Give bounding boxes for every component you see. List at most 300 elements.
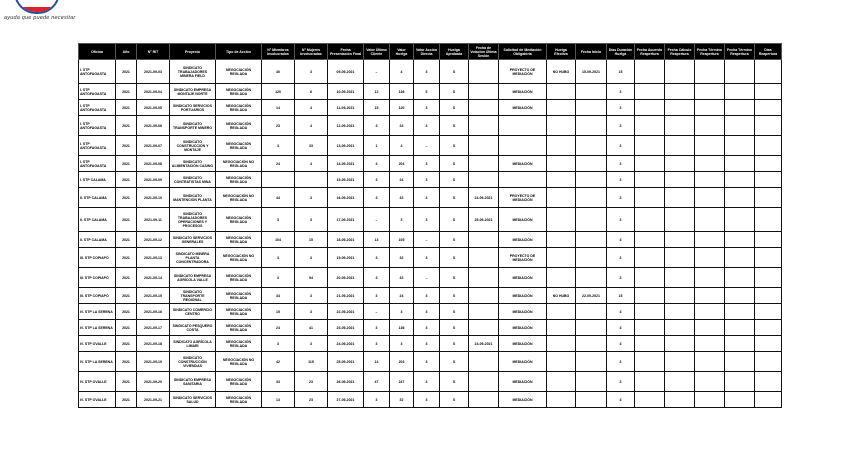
table-cell: NEGOCIACIÓN REGLADA	[216, 116, 262, 136]
table-cell: 34	[262, 288, 295, 304]
table-cell: 18-09-2021	[328, 232, 364, 248]
table-cell: 23	[295, 372, 328, 392]
table-cell: NEGOCIACIÓN NO REGLADA	[216, 156, 262, 172]
table-cell	[635, 352, 665, 372]
table-cell: 33	[295, 136, 328, 156]
table-cell: 32	[390, 392, 414, 408]
table-cell: 2021	[116, 172, 137, 188]
table-cell: 3	[607, 116, 635, 136]
table-cell: 2021	[116, 372, 137, 392]
table-cell	[755, 352, 782, 372]
table-cell: 3	[607, 392, 635, 408]
table-cell: S	[440, 156, 469, 172]
table-cell	[576, 136, 607, 156]
column-header: Solicitud de Mediación Obligatoria	[499, 44, 547, 60]
table-cell: 44	[262, 188, 295, 208]
table-cell	[635, 60, 665, 84]
table-cell: 2021	[116, 84, 137, 100]
table-cell: NEGOCIACIÓN REGLADA	[216, 372, 262, 392]
table-cell: 24	[262, 320, 295, 336]
table-cell: 15	[364, 100, 390, 116]
table-cell: 3	[262, 268, 295, 288]
table-cell: 3	[607, 268, 635, 288]
table-cell	[695, 208, 725, 232]
table-cell	[547, 84, 576, 100]
table-cell: 2021-09-07	[137, 136, 170, 156]
table-cell: NEGOCIACIÓN REGLADA	[216, 100, 262, 116]
table-cell: 14-09-2021	[328, 156, 364, 172]
table-cell	[755, 188, 782, 208]
table-cell	[547, 136, 576, 156]
table-cell: MEDIACIÓN	[499, 392, 547, 408]
table-cell	[725, 188, 755, 208]
table-cell	[547, 336, 576, 352]
table-cell	[576, 248, 607, 268]
table-row	[79, 232, 782, 248]
table-cell: 2021-09-20	[137, 372, 170, 392]
table-cell: S	[440, 352, 469, 372]
table-cell	[755, 116, 782, 136]
table-cell	[547, 208, 576, 232]
table-cell	[755, 304, 782, 320]
table-cell: MEDIACIÓN	[499, 156, 547, 172]
table-cell	[469, 100, 499, 116]
table-cell: 3	[607, 100, 635, 116]
table-cell: MEDIACIÓN	[499, 320, 547, 336]
table-cell: PROYECTO DE MEDIACIÓN	[499, 248, 547, 268]
table-cell: 23-09-2021	[328, 320, 364, 336]
table-cell: 2021	[116, 392, 137, 408]
table-cell	[547, 304, 576, 320]
table-cell: 2021-09-12	[137, 232, 170, 248]
table-cell: 4	[390, 136, 414, 156]
table-cell: 3	[607, 156, 635, 172]
table-row	[79, 116, 782, 136]
table-cell	[725, 320, 755, 336]
column-header: Huelga Aprobada	[440, 44, 469, 60]
table-cell: –	[414, 136, 440, 156]
table-cell	[547, 352, 576, 372]
table-cell	[695, 60, 725, 84]
table-row	[79, 248, 782, 268]
table-cell: 1	[364, 136, 390, 156]
table-cell	[576, 372, 607, 392]
table-cell	[576, 100, 607, 116]
table-cell: I. STP ANTOFAGASTA	[79, 156, 116, 172]
table-cell	[665, 116, 695, 136]
table-cell	[725, 100, 755, 116]
table-cell	[725, 60, 755, 84]
table-cell: 24	[390, 116, 414, 136]
table-cell: 24	[390, 288, 414, 304]
table-cell: 22-09-2021	[576, 288, 607, 304]
column-header: Valor Último Cliente	[364, 44, 390, 60]
logo-emblem	[14, 0, 60, 14]
table-cell: IV. STP OVALLE	[79, 372, 116, 392]
table-cell	[755, 208, 782, 232]
table-cell: 3	[414, 288, 440, 304]
table-cell	[665, 232, 695, 248]
table-cell	[725, 84, 755, 100]
table-cell: S	[440, 100, 469, 116]
table-cell	[665, 352, 695, 372]
table-cell: III. STP COPIAPÓ	[79, 248, 116, 268]
table-cell: 2021	[116, 248, 137, 268]
table-cell: 25-09-2021	[328, 352, 364, 372]
table-cell: IV. STP LA SERENA	[79, 304, 116, 320]
table-row	[79, 392, 782, 408]
table-cell	[635, 288, 665, 304]
table-row	[79, 372, 782, 392]
table-cell: 20-09-2021	[328, 268, 364, 288]
table-cell: 3	[607, 188, 635, 208]
table-cell	[635, 304, 665, 320]
table-cell: PROYECTO DE MEDIACIÓN	[499, 188, 547, 208]
table-cell: SINDICATO TRANSPORTE REGIONAL	[170, 288, 216, 304]
table-cell: 3	[262, 208, 295, 232]
table-cell: 2021-09-05	[137, 100, 170, 116]
table-cell: 15-09-2021	[328, 172, 364, 188]
table-cell	[499, 136, 547, 156]
table-cell	[695, 336, 725, 352]
table-row	[79, 336, 782, 352]
table-cell	[469, 60, 499, 84]
table-cell: 3	[364, 268, 390, 288]
table-cell	[755, 392, 782, 408]
table-cell: MEDIACIÓN	[499, 304, 547, 320]
table-cell: 2021	[116, 100, 137, 116]
table-cell: 3	[414, 248, 440, 268]
table-cell	[547, 100, 576, 116]
table-cell: 3	[295, 208, 328, 232]
table-cell: 3	[364, 248, 390, 268]
table-cell	[665, 304, 695, 320]
table-cell	[469, 232, 499, 248]
table-row	[79, 320, 782, 336]
table-cell: 115	[295, 352, 328, 372]
table-cell: 3	[390, 336, 414, 352]
table-cell: 3	[262, 136, 295, 156]
table-cell: 41	[295, 320, 328, 336]
table-cell: 3	[364, 392, 390, 408]
table-row	[79, 156, 782, 172]
table-cell: 2021-09-15	[137, 288, 170, 304]
table-cell: II. STP CALAMA	[79, 208, 116, 232]
table-cell: 14	[262, 100, 295, 116]
table-cell	[469, 288, 499, 304]
table-cell	[725, 172, 755, 188]
table-cell	[295, 172, 328, 188]
table-cell: MEDIACIÓN	[499, 288, 547, 304]
table-cell: NEGOCIACIÓN REGLADA	[216, 136, 262, 156]
table-cell	[695, 156, 725, 172]
table-cell	[755, 248, 782, 268]
table-cell: S	[440, 60, 469, 84]
table-cell: 2021	[116, 288, 137, 304]
table-cell: 3	[414, 208, 440, 232]
column-header: N° RIT	[137, 44, 170, 60]
column-header: Año	[116, 44, 137, 60]
table-cell: 3	[414, 372, 440, 392]
table-cell	[665, 336, 695, 352]
table-cell: 47	[364, 372, 390, 392]
table-cell: 3	[414, 304, 440, 320]
table-cell: 2021-09-11	[137, 208, 170, 232]
table-row	[79, 208, 782, 232]
table-row	[79, 288, 782, 304]
column-header: Fecha Inicio	[576, 44, 607, 60]
table-cell	[576, 320, 607, 336]
table-cell: NEGOCIACIÓN NO REGLADA	[216, 188, 262, 208]
table-cell: SINDICATO EMPRESA AGRÍCOLA VALLE	[170, 268, 216, 288]
table-cell	[755, 156, 782, 172]
table-cell	[635, 336, 665, 352]
table-cell: 3	[364, 288, 390, 304]
table-cell: 2021-09-14	[137, 268, 170, 288]
table-cell	[469, 84, 499, 100]
table-cell: I. STP CALAMA	[79, 172, 116, 188]
table-cell: SINDICATO CONSTRUCCIÓN Y MONTAJE	[170, 136, 216, 156]
table-cell: II. STP CALAMA	[79, 232, 116, 248]
table-cell	[755, 320, 782, 336]
table-cell: 3	[414, 352, 440, 372]
table-cell	[635, 320, 665, 336]
table-cell	[469, 320, 499, 336]
table-cell: 2021-09-18	[137, 336, 170, 352]
table-cell: IV. STP OVALLE	[79, 392, 116, 408]
table-cell	[695, 172, 725, 188]
table-cell	[469, 372, 499, 392]
table-cell	[725, 136, 755, 156]
table-cell: S	[440, 320, 469, 336]
table-cell	[665, 320, 695, 336]
table-cell: 32	[390, 188, 414, 208]
table-cell: 105	[390, 232, 414, 248]
table-cell	[262, 172, 295, 188]
table-row	[79, 304, 782, 320]
data-table	[78, 43, 782, 408]
table-cell: 3	[295, 60, 328, 84]
table-cell: –	[364, 208, 390, 232]
table-cell	[576, 268, 607, 288]
table-body	[79, 60, 782, 408]
table-cell	[547, 392, 576, 408]
table-cell: 4	[364, 156, 390, 172]
table-cell	[469, 172, 499, 188]
table-cell: NEGOCIACIÓN REGLADA	[216, 84, 262, 100]
table-cell: NO HUBO	[547, 60, 576, 84]
table-cell: S	[440, 136, 469, 156]
table-cell: SINDICATO COMERCIO CENTRO	[170, 304, 216, 320]
table-cell	[547, 156, 576, 172]
table-cell: SINDICATO EMPRESA SANITARIA	[170, 372, 216, 392]
table-cell: I. STP ANTOFAGASTA	[79, 136, 116, 156]
table-cell	[725, 304, 755, 320]
table-cell	[695, 392, 725, 408]
table-cell: 2021-09-16	[137, 304, 170, 320]
table-cell: S	[440, 336, 469, 352]
table-cell: NEGOCIACIÓN REGLADA	[216, 208, 262, 232]
table-cell	[695, 288, 725, 304]
table-cell: 3	[414, 336, 440, 352]
table-cell: SINDICATO SERVICIOS GENERALES	[170, 232, 216, 248]
table-cell: –	[414, 232, 440, 248]
table-cell	[635, 172, 665, 188]
table-cell: 32	[390, 248, 414, 268]
table-cell	[665, 136, 695, 156]
tagline: ayuda que puede necesitar	[4, 15, 76, 21]
table-cell: NEGOCIACIÓN REGLADA	[216, 320, 262, 336]
table-cell: S	[440, 116, 469, 136]
table-cell: S	[440, 208, 469, 232]
table-cell	[547, 268, 576, 288]
table-cell: 13	[262, 392, 295, 408]
table-cell	[635, 248, 665, 268]
table-cell: 3	[414, 188, 440, 208]
table-cell: NEGOCIACIÓN REGLADA	[216, 60, 262, 84]
table-cell	[695, 136, 725, 156]
table-cell	[725, 208, 755, 232]
table-cell	[547, 372, 576, 392]
table-cell: MEDIACIÓN	[499, 100, 547, 116]
table-cell: 15	[607, 60, 635, 84]
table-cell: 3	[364, 188, 390, 208]
table-cell: 2021	[116, 320, 137, 336]
table-cell: 15	[262, 304, 295, 320]
table-cell: 23	[262, 116, 295, 136]
table-cell: NEGOCIACIÓN REGLADA	[216, 232, 262, 248]
table-cell: MEDIACIÓN	[499, 352, 547, 372]
table-cell	[665, 392, 695, 408]
table-cell: 3	[295, 288, 328, 304]
table-cell: SINDICATO TRANSPORTE MINERO	[170, 116, 216, 136]
logo	[0, 0, 110, 24]
table-cell: 3	[295, 304, 328, 320]
table-cell: 14	[364, 352, 390, 372]
table-cell	[725, 116, 755, 136]
table-cell: 3	[414, 116, 440, 136]
table-cell: NEGOCIACIÓN NO REGLADA	[216, 248, 262, 268]
table-cell: 24	[390, 172, 414, 188]
table-cell	[469, 156, 499, 172]
table-cell	[635, 392, 665, 408]
table-cell	[635, 136, 665, 156]
table-cell: S	[440, 268, 469, 288]
table-cell	[695, 100, 725, 116]
table-cell: 3	[295, 248, 328, 268]
table-cell: 3	[607, 248, 635, 268]
column-header: Tipo de Acción	[216, 44, 262, 60]
column-header: Proyecto	[170, 44, 216, 60]
table-cell: NEGOCIACIÓN REGLADA	[216, 392, 262, 408]
table-cell: 2021-09-19	[137, 352, 170, 372]
table-cell	[755, 100, 782, 116]
column-header: Huelga Efectiva	[547, 44, 576, 60]
table-cell: 3	[414, 100, 440, 116]
table-cell	[755, 268, 782, 288]
table-cell: 4	[295, 100, 328, 116]
table-cell	[725, 352, 755, 372]
table-cell: 2021-09-17	[137, 320, 170, 336]
table-cell	[665, 372, 695, 392]
table-cell	[665, 248, 695, 268]
table-cell: 24-09-2021	[328, 336, 364, 352]
table-cell	[576, 304, 607, 320]
table-cell: 15	[295, 232, 328, 248]
table-cell: 3	[364, 172, 390, 188]
column-header: Valor Huelga	[390, 44, 414, 60]
table-cell: 3	[607, 84, 635, 100]
column-header: Fecha Término Reapertura	[695, 44, 725, 60]
table-cell: 15-09-2021	[576, 60, 607, 84]
table-cell: MEDIACIÓN	[499, 372, 547, 392]
table-cell: 13-09-2021	[328, 136, 364, 156]
table-cell: 2021-09-04	[137, 84, 170, 100]
table-cell	[635, 268, 665, 288]
table-cell	[576, 352, 607, 372]
table-cell	[665, 268, 695, 288]
table-cell: MEDIACIÓN	[499, 84, 547, 100]
table-cell: 2021	[116, 352, 137, 372]
table-cell: 136	[390, 84, 414, 100]
table-cell: 3	[414, 172, 440, 188]
table-cell	[695, 372, 725, 392]
table-cell: 09-09-2021	[328, 60, 364, 84]
table-cell: MEDIACIÓN	[499, 268, 547, 288]
table-cell: 23	[295, 392, 328, 408]
table-cell	[695, 84, 725, 100]
table-cell: 120	[390, 100, 414, 116]
table-cell	[695, 268, 725, 288]
table-cell: 42	[262, 352, 295, 372]
table-cell	[755, 172, 782, 188]
table-row	[79, 136, 782, 156]
table-cell	[695, 116, 725, 136]
table-cell: SINDICATO AGRÍCOLA LIMARÍ	[170, 336, 216, 352]
table-cell: 3	[607, 208, 635, 232]
table-cell: S	[440, 372, 469, 392]
table-cell: 120	[262, 84, 295, 100]
table-cell	[499, 172, 547, 188]
table-cell: 24	[262, 156, 295, 172]
table-cell: 3	[295, 336, 328, 352]
table-cell: 40	[262, 60, 295, 84]
table-cell	[725, 288, 755, 304]
table-cell: 2021-09-21	[137, 392, 170, 408]
table-row	[79, 60, 782, 84]
table-cell: 247	[390, 372, 414, 392]
table-cell: SINDICATO SERVICIOS PORTUARIOS	[170, 100, 216, 116]
table-cell: 33	[262, 372, 295, 392]
table-cell: 136	[390, 320, 414, 336]
table-cell: 2021	[116, 156, 137, 172]
column-header: Fecha Acuerdo Reapertura	[635, 44, 665, 60]
table-cell: 12-09-2021	[328, 116, 364, 136]
table-cell	[499, 116, 547, 136]
table-cell	[547, 116, 576, 136]
table-cell	[469, 248, 499, 268]
table-cell: 3	[390, 208, 414, 232]
table-cell: 3	[607, 372, 635, 392]
table-cell: I. STP ANTOFAGASTA	[79, 116, 116, 136]
table-cell	[469, 304, 499, 320]
table-cell: 21-09-2021	[328, 288, 364, 304]
table-cell: 204	[390, 156, 414, 172]
table-cell: SINDICATO CONTRATISTAS MINA	[170, 172, 216, 188]
column-header: Valor Acción Directa	[414, 44, 440, 60]
table-cell	[755, 84, 782, 100]
table-cell	[469, 116, 499, 136]
